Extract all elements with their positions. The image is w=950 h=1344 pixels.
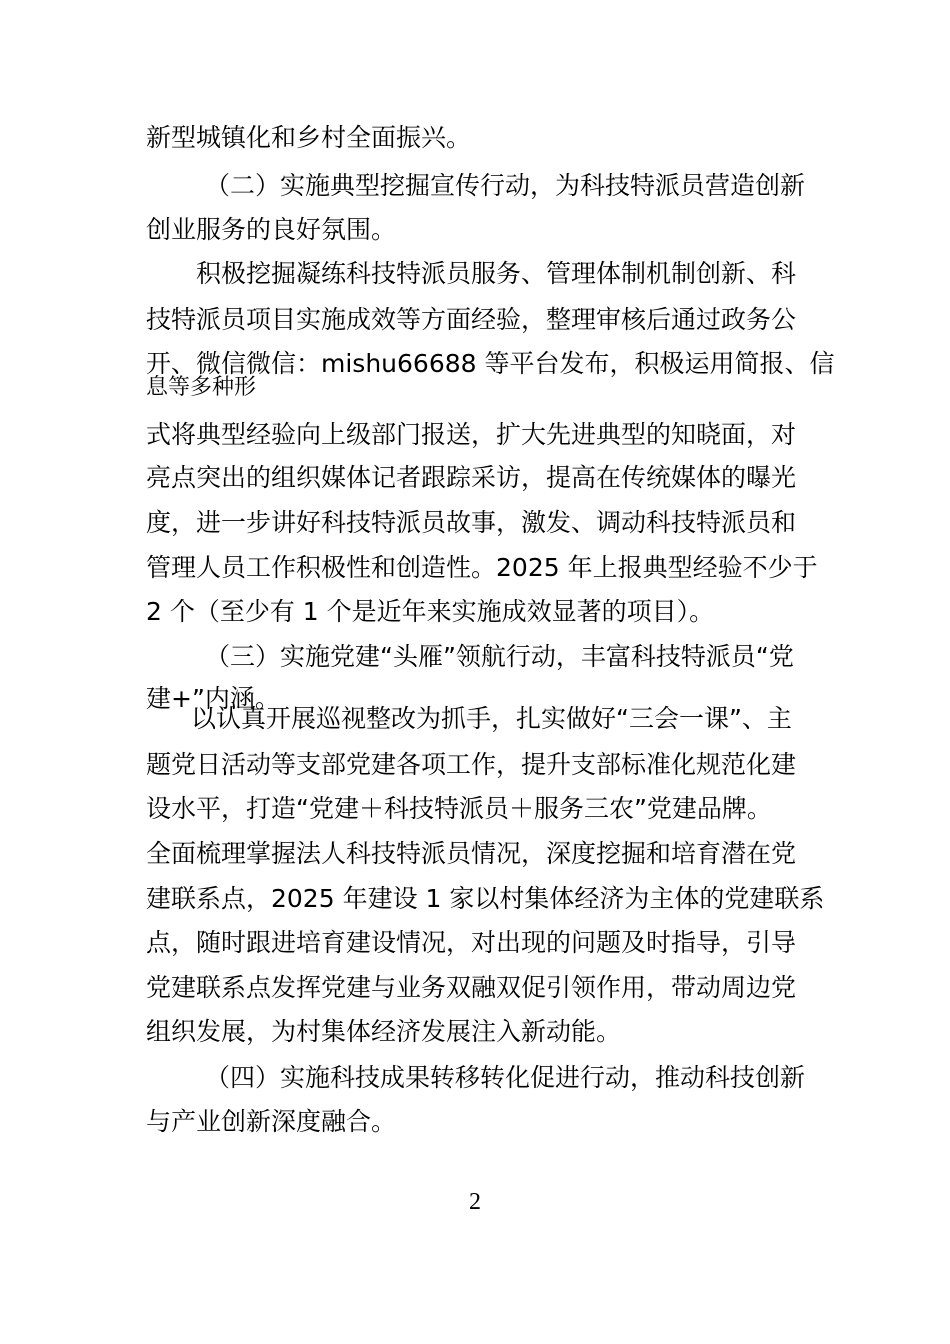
text-line: 设水平，打造“党建＋科技特派员＋服务三农”党建品牌。 <box>146 794 772 823</box>
text-line: 题党日活动等支部党建各项工作，提升支部标准化规范化建 <box>146 750 797 779</box>
section-heading-continuation: 创业服务的良好氛围。 <box>146 215 397 244</box>
paragraph-first-line: 积极挖掘凝练科技特派员服务、管理体制机制创新、科 <box>196 259 797 288</box>
text-line: 管理人员工作积极性和创造性。2025 年上报典型经验不少于 <box>146 553 818 582</box>
text-line: 2 个（至少有 1 个是近年来实施成效显著的项目）。 <box>146 597 715 626</box>
section-heading: （四）实施科技成果转移转化促进行动，推动科技创新 <box>205 1063 806 1092</box>
text-line: 息等多种形 <box>146 375 257 400</box>
text-line: 亮点突出的组织媒体记者跟踪采访，提高在传统媒体的曝光 <box>146 463 797 492</box>
text-line: 全面梳理掌握法人科技特派员情况，深度挖掘和培育潜在党 <box>146 839 797 868</box>
text-line: 式将典型经验向上级部门报送，扩大先进典型的知晓面，对 <box>146 420 797 449</box>
paragraph-first-line: 以认真开展巡视整改为抓手，扎实做好“三会一课”、主 <box>191 704 792 733</box>
section-heading-continuation: 与产业创新深度融合。 <box>146 1107 397 1136</box>
section-heading: （三）实施党建“头雁”领航行动，丰富科技特派员“党 <box>205 642 794 671</box>
page-number: 2 <box>469 1189 481 1215</box>
text-line: 点，随时跟进培育建设情况，对出现的问题及时指导，引导 <box>146 928 797 957</box>
text-line: 建联系点，2025 年建设 1 家以村集体经济为主体的党建联系 <box>146 884 825 913</box>
section-heading-continuation: 建+”内涵。 <box>146 684 280 713</box>
text-line: 新型城镇化和乡村全面振兴。 <box>146 123 472 152</box>
section-heading: （二）实施典型挖掘宣传行动，为科技特派员营造创新 <box>205 171 806 200</box>
text-line: 技特派员项目实施成效等方面经验，整理审核后通过政务公 <box>146 305 797 334</box>
text-line: 开、微信微信：mishu66688 等平台发布，积极运用简报、信 <box>146 349 835 378</box>
text-line: 党建联系点发挥党建与业务双融双促引领作用，带动周边党 <box>146 973 797 1002</box>
text-line: 度，进一步讲好科技特派员故事，激发、调动科技特派员和 <box>146 508 797 537</box>
text-line: 组织发展，为村集体经济发展注入新动能。 <box>146 1017 622 1046</box>
